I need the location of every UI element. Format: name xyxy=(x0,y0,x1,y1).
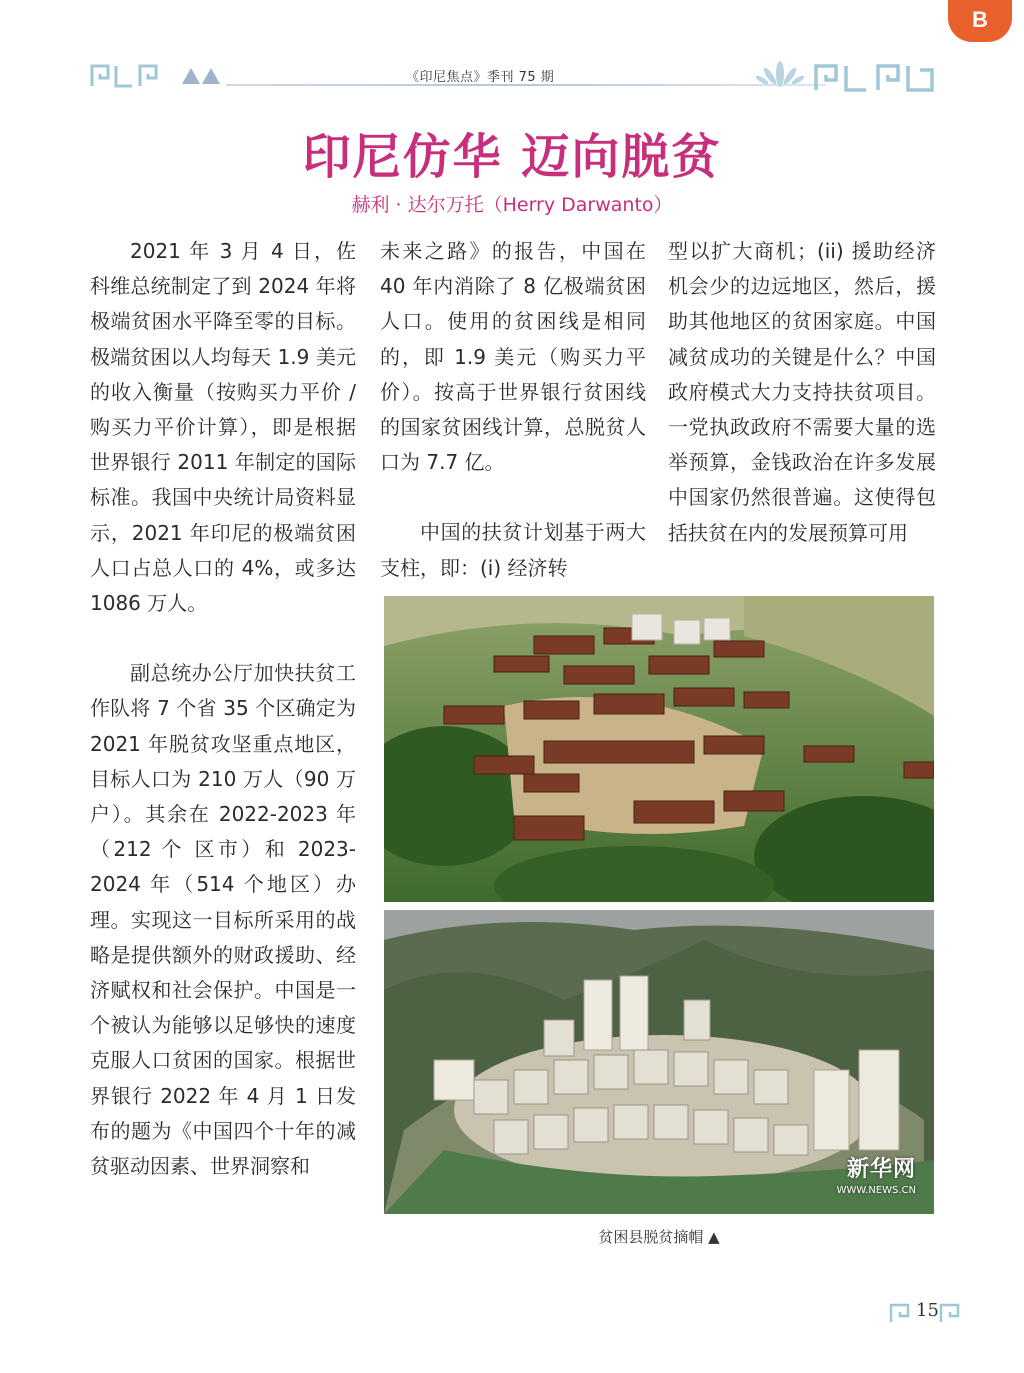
page-number-ornament-left xyxy=(888,1302,912,1324)
article-author: 赫利 · 达尔万托（Herry Darwanto） xyxy=(351,194,673,216)
village-photo xyxy=(384,596,934,902)
paragraph: 副总统办公厅加快扶贫工作队将 7 个省 35 个区确定为 2021 年脱贫攻坚重点地区，目标人口为 210 万人（90 万户）。其余在 2022-2023 年（212 个 区市）和 2023-2024 年（514 个地区）办理。实现这一目标所采用的战略是提供额外的财政援助、经济赋权和社会保护。中国是一个被认为能够以足够快的速度克服人口贫困的国家。根据世界银行 2022 年 4 月 1 日发布的题为《中国四个十年的减贫驱动因素、世界洞察和 xyxy=(90,661,356,1179)
greek-key-ornament-left xyxy=(90,62,160,88)
body-column-1 xyxy=(90,234,356,1184)
greek-key-ornament-right xyxy=(812,62,936,92)
article-title: 印尼仿华 迈向脱贫 xyxy=(302,129,722,185)
watermark-logo: 新华网 xyxy=(846,1157,916,1182)
paragraph: 未来之路》的报告，中国在 40 年内消除了 8 亿极端贫困人口。使用的贫困线是相同的，即 1.9 美元（购买力平价）。按高于世界银行贫困线的国家贫困线计算，总脱贫人口为 7.7 亿。 xyxy=(380,239,646,475)
photo-caption: 贫困县脱贫摘帽 ▲ xyxy=(598,1228,720,1246)
paragraph: 型以扩大商机；(ii) 援助经济机会少的边远地区，然后，援助其他地区的贫困家庭。中国减贫成功的关键是什么？中国政府模式大力支持扶贫项目。一党执政政府不需要大量的选举预算，金钱政治在许多发展中国家仍然很普遍。这使得包括扶贫在内的发展预算可用 xyxy=(668,239,936,545)
photo-watermark xyxy=(837,1152,916,1196)
page-header xyxy=(86,56,938,92)
triangle-ornament xyxy=(182,68,222,84)
body-column-3 xyxy=(668,234,936,551)
watermark-url: WWW.NEWS.CN xyxy=(836,1185,916,1196)
magazine-title: 《印尼焦点》季刊 75 期 xyxy=(406,70,555,85)
section-badge: B xyxy=(948,0,1012,42)
page-number-ornament-right xyxy=(938,1302,962,1324)
body-column-2 xyxy=(380,234,646,586)
paragraph: 2021 年 3 月 4 日，佐科维总统制定了到 2024 年将极端贫困水平降至零的目标。极端贫困以人均每天 1.9 美元的收入衡量（按购买力平价 / 购买力平价计算），即是根据世界银行 2011 年制定的国际标准。我国中央统计局资料显示，2021 年印尼的极端贫困人口占总人口的 4%，或多达 1086 万人。 xyxy=(90,239,356,616)
leaf-ornament xyxy=(754,58,806,88)
paragraph: 中国的扶贫计划基于两大支柱，即：(i) 经济转 xyxy=(380,520,646,580)
resettlement-town-photo xyxy=(384,910,934,1214)
page-number: 15 xyxy=(916,1300,939,1321)
